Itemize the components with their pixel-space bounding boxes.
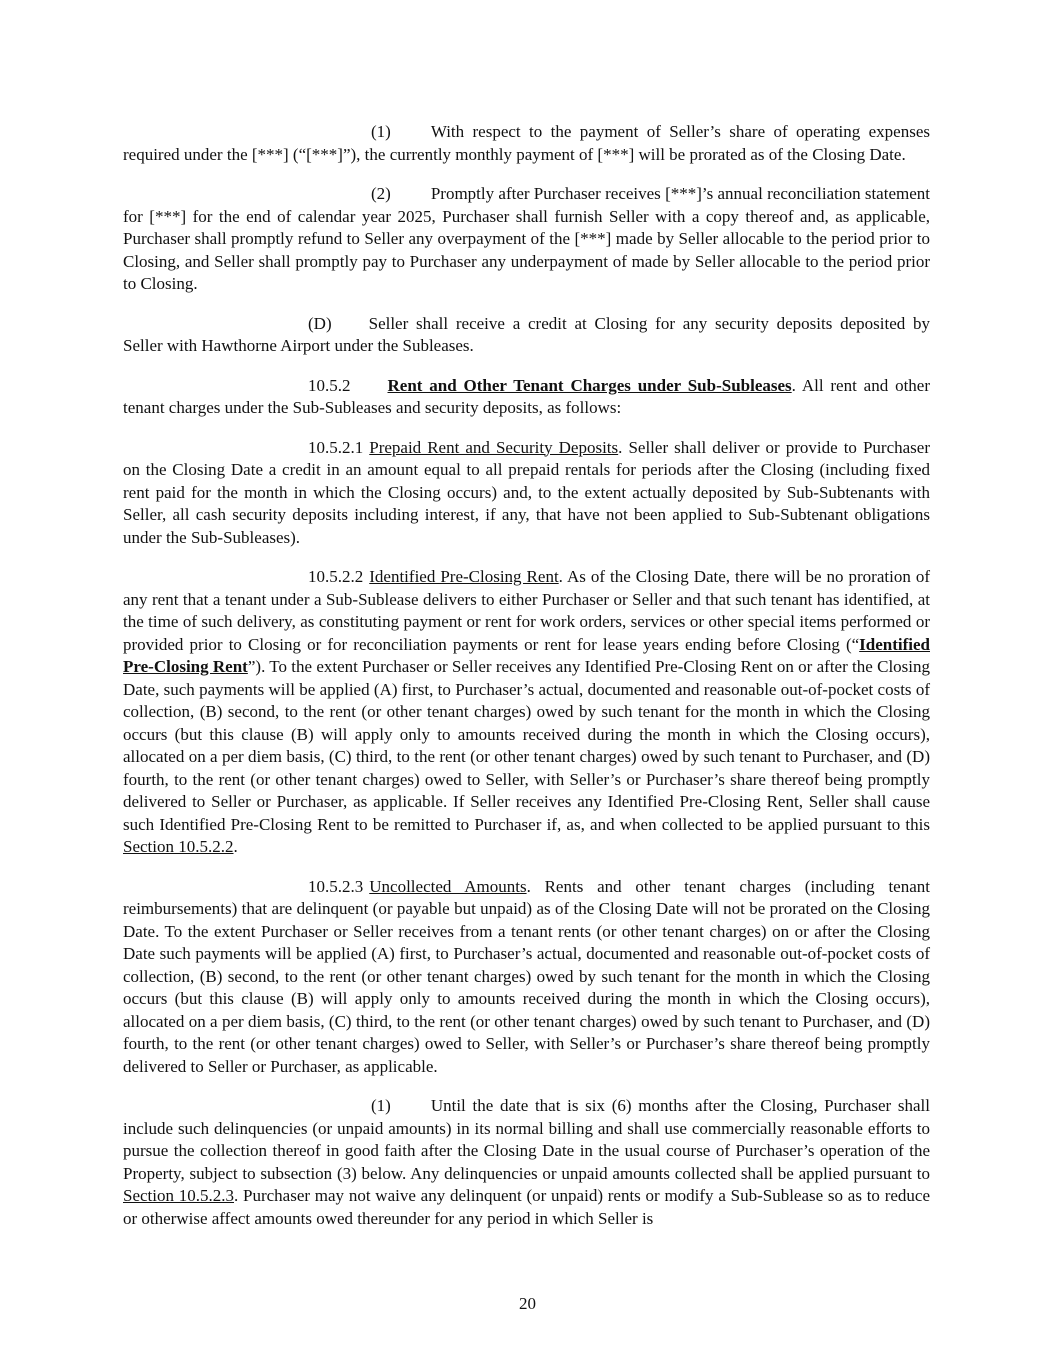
- section-reference: Section 10.5.2.2: [123, 837, 234, 856]
- paragraph-run: Seller shall receive a credit at Closing for any security deposits deposited by Seller with Hawthorne Airport under the Subleases.: [123, 313, 930, 355]
- list-label: (2): [371, 184, 391, 203]
- section-number: 10.5.2.1: [308, 437, 364, 457]
- list-label: (1): [371, 1096, 391, 1115]
- section-reference: Section 10.5.2.3: [123, 1186, 234, 1205]
- section-10-5-2-3: [123, 876, 930, 1079]
- paragraph-run: Promptly after Purchaser receives [***]’s annual reconciliation statement for [***] for the end of calendar year 2025, Purchaser shall furnish Seller with a copy thereof and, as applicable, Purchaser shall promptly refund to Seller any overpayment of the [***] made by Seller allocable to the period prior to Closing, and Seller shall promptly pay to Purchaser any underpayment of made by Seller allocable to the period prior to Closing.: [123, 184, 930, 293]
- section-number: 10.5.2.3: [308, 876, 364, 896]
- section-number: 10.5.2: [308, 375, 351, 395]
- section-number: 10.5.2.2: [308, 567, 364, 586]
- page-number: 20: [519, 1294, 536, 1313]
- list-label: (1): [371, 122, 391, 141]
- list-label: (D): [308, 313, 332, 333]
- section-heading: Uncollected Amounts: [369, 876, 527, 896]
- paragraph-2-reconciliation: [123, 183, 930, 296]
- document-body: [123, 121, 930, 1247]
- paragraph-run: . Rents and other tenant charges (including tenant reimbursements) that are delinquent (or payable but unpaid) as of the Closing Date will not be prorated on the Closing Date. To the extent Purchaser or Seller receives from a tenant rents (or other tenant charges) on or after the Closing Date such payments will be applied (A) first, to Purchaser’s actual, documented and reasonable out-of-pocket costs of collection, (B) second, to the rent (or other tenant charges) owed by such tenant for the month in which the Closing occurs (but this clause (B) will apply only to amounts received during the month in which the Closing occurs), allocated on a per diem basis, (C) third, to the rent (or other tenant charges) owed by such tenant to Purchaser, and (D) fourth, to the rent (or other tenant charges) owed to Seller, with Seller’s or Purchaser’s share thereof being promptly delivered to Seller or Purchaser, as applicable.: [123, 876, 930, 1076]
- paragraph-run: ”). To the extent Purchaser or Seller receives any Identified Pre-Closing Rent on or after the Closing Date, such payments will be applied (A) first, to Purchaser’s actual, documented and reasonable out-of-pocket costs of collection, (B) second, to the rent (or other tenant charges) owed by such tenant for the month in which the Closing occurs (but this clause (B) will apply only to amounts received during the month in which the Closing occurs), allocated on a per diem basis, (C) third, to the rent (or other tenant charges) owed by such tenant to Purchaser, and (D) fourth, to the rent (or other tenant charges) owed to Seller, with Seller’s or Purchaser’s share thereof being promptly delivered to Seller or Purchaser, as applicable. If Seller receives any Identified Pre-Closing Rent, Seller shall cause such Identified Pre-Closing Rent to be remitted to Purchaser if, as, and when collected to be applied pursuant to this: [123, 657, 931, 834]
- section-heading: Identified Pre-Closing Rent: [369, 567, 559, 586]
- section-heading: Prepaid Rent and Security Deposits: [369, 437, 619, 457]
- section-10-5-2-1: [123, 437, 930, 550]
- paragraph-run: Until the date that is six (6) months after the Closing, Purchaser shall include such delinquencies (or unpaid amounts) in its normal billing and shall use commercially reasonable efforts to pursue the collection thereof in good faith after the Closing Date in the usual course of Purchaser’s operation of the Property, subject to subsection (3) below. Any delinquencies or unpaid amounts collected shall be applied pursuant to: [123, 1096, 930, 1183]
- paragraph-run: . Purchaser may not waive any delinquent (or unpaid) rents or modify a Sub-Sublease so as to reduce or otherwise affect amounts owed thereunder for any period in which Seller is: [123, 1186, 930, 1228]
- paragraph-run: . Seller shall deliver or provide to Purchaser on the Closing Date a credit in an amount equal to all prepaid rentals for periods after the Closing (including fixed rent paid for the month in which the Closing occurs) and, to the extent actually deposited by Sub-Subtenants with Seller, all cash security deposits including interest, if any, that have not been applied to Sub-Subtenant obligations under the Sub-Subleases).: [123, 437, 930, 547]
- paragraph-1-operating-expenses: [123, 121, 930, 166]
- paragraph-d-security-deposits: [123, 313, 930, 358]
- paragraph-1-delinquencies: [123, 1095, 930, 1230]
- section-10-5-2-2: [123, 566, 930, 859]
- section-heading: Rent and Other Tenant Charges under Sub-Subleases: [387, 375, 792, 395]
- paragraph-run: With respect to the payment of Seller’s share of operating expenses required under the [***] (“[***]”), the currently monthly payment of [***] will be prorated as of the Closing Date.: [123, 122, 930, 164]
- section-10-5-2: [123, 375, 930, 420]
- paragraph-run: . All rent and other tenant charges under the Sub-Subleases and security deposits, as follows:: [123, 375, 930, 417]
- paragraph-run: . As of the Closing Date, there will be no proration of any rent that a tenant under a Sub-Sublease delivers to either Purchaser or Seller and that such tenant has identified, at the time of such delivery, as constituting payment or rent for work orders, services or other special items performed or provided prior to Closing or for reconciliation payments or rent for lease years ending before Closing (“: [123, 567, 930, 654]
- defined-term: Identified Pre-Closing Rent: [123, 634, 930, 676]
- paragraph-run: .: [233, 837, 238, 856]
